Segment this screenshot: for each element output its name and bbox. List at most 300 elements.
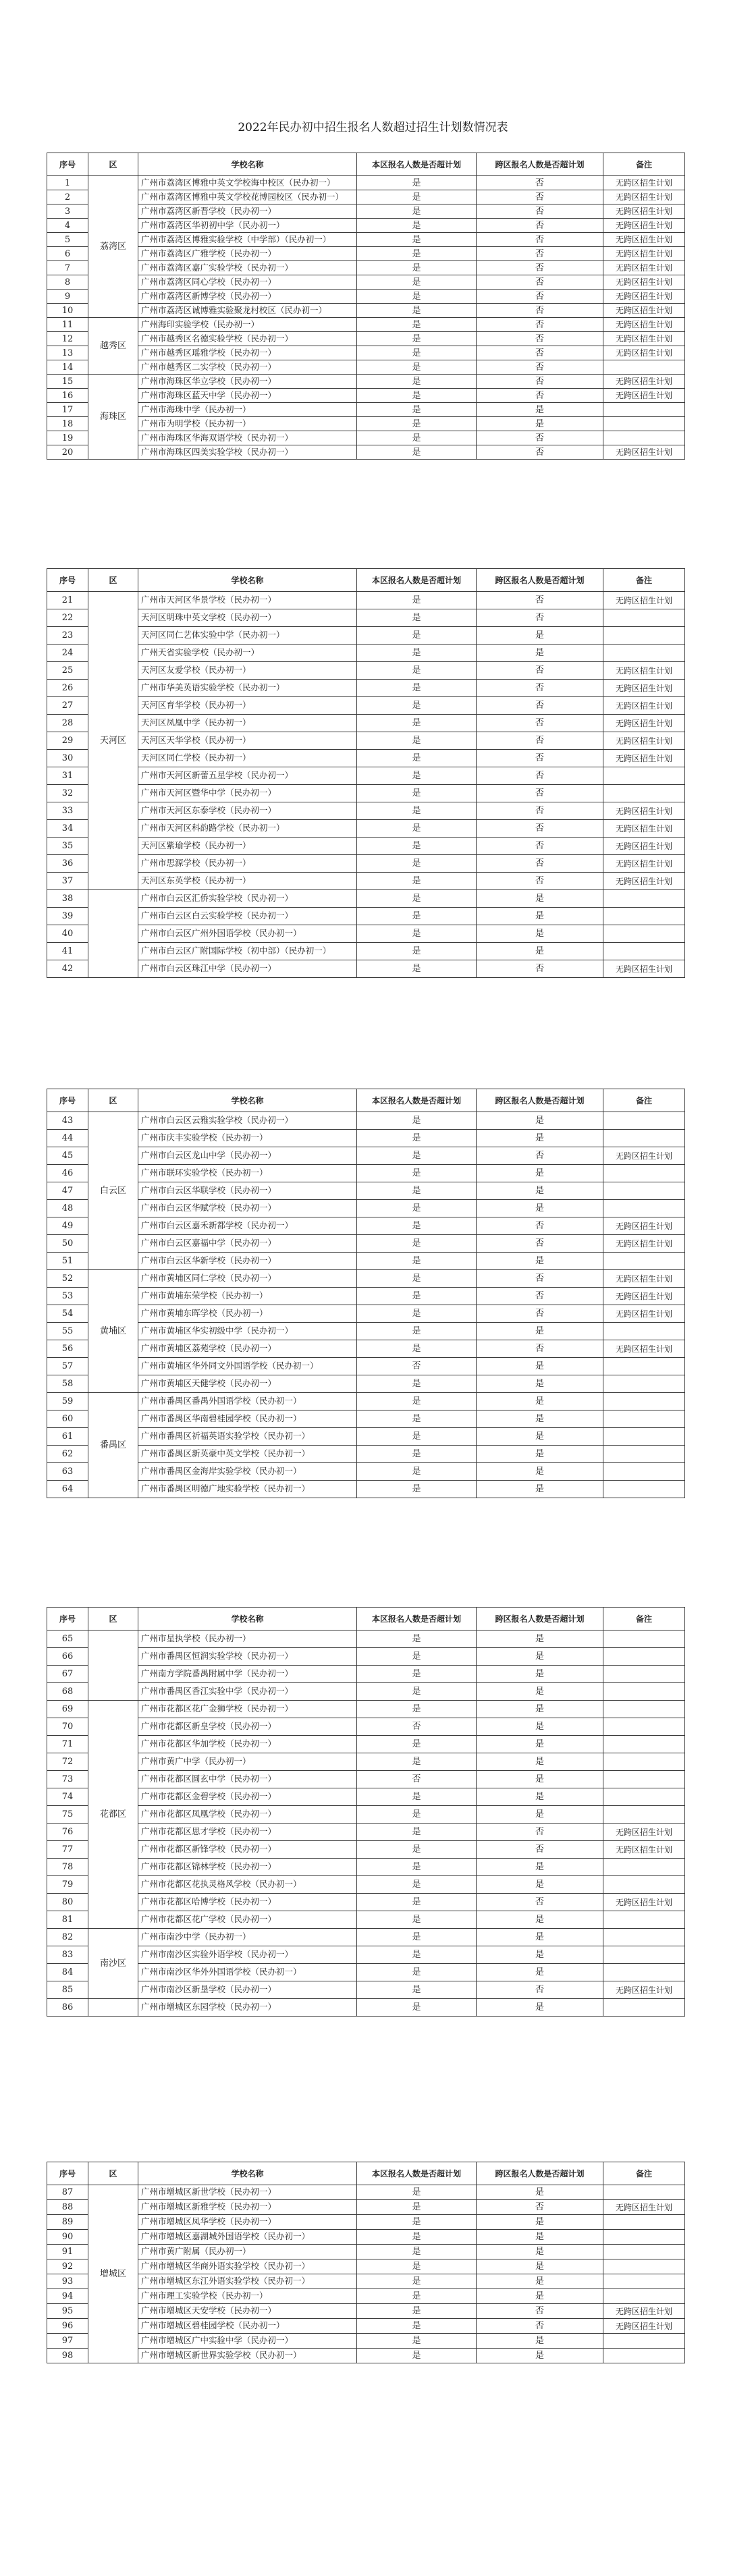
row-number: 53	[47, 1288, 88, 1305]
note	[603, 1323, 685, 1340]
cross-over-plan: 是	[477, 1929, 603, 1946]
cross-over-plan: 否	[477, 1305, 603, 1323]
row-number: 76	[47, 1824, 88, 1841]
school-name: 广州市番禺区祈福英语实验学校（民办初一）	[138, 1428, 357, 1446]
school-name: 广州市越秀区瑶雅学校（民办初一）	[138, 346, 357, 360]
note: 无跨区招生计划	[603, 662, 685, 680]
cross-over-plan: 是	[477, 1463, 603, 1481]
row-number: 52	[47, 1270, 88, 1288]
cross-over-plan: 是	[477, 1718, 603, 1736]
row-number: 80	[47, 1894, 88, 1911]
row-number: 77	[47, 1841, 88, 1859]
local-over-plan: 是	[357, 346, 477, 360]
note: 无跨区招生计划	[603, 1981, 685, 1999]
cross-over-plan: 是	[477, 2349, 603, 2363]
local-over-plan: 是	[357, 1130, 477, 1147]
header-local: 本区报名人数是否超计划	[357, 569, 477, 592]
note: 无跨区招生计划	[603, 732, 685, 750]
cross-over-plan: 否	[477, 732, 603, 750]
cross-over-plan: 是	[477, 1253, 603, 1270]
cross-over-plan: 是	[477, 890, 603, 908]
table-row	[47, 2200, 685, 2215]
row-number: 65	[47, 1630, 88, 1648]
note	[603, 2230, 685, 2245]
cross-over-plan: 是	[477, 2289, 603, 2304]
table-row	[47, 2304, 685, 2319]
header-row	[47, 153, 685, 176]
table-row	[47, 445, 685, 460]
cross-over-plan: 否	[477, 1894, 603, 1911]
table-row	[47, 431, 685, 445]
note: 无跨区招生计划	[603, 1894, 685, 1911]
local-over-plan: 是	[357, 2334, 477, 2349]
local-over-plan: 是	[357, 417, 477, 431]
table-row	[47, 609, 685, 627]
local-over-plan: 是	[357, 403, 477, 417]
table-header	[47, 2162, 685, 2185]
table-row	[47, 2185, 685, 2200]
table-row	[47, 375, 685, 389]
district-cell: 天河区	[88, 592, 138, 890]
district-cell: 番禺区	[88, 1393, 138, 1498]
cross-over-plan: 否	[477, 2304, 603, 2319]
school-name: 广州市白云区珠江中学（民办初一）	[138, 960, 357, 978]
note: 无跨区招生计划	[603, 1305, 685, 1323]
table-row	[47, 732, 685, 750]
local-over-plan: 否	[357, 1718, 477, 1736]
district-cell: 黄埔区	[88, 1270, 138, 1393]
row-number: 46	[47, 1165, 88, 1182]
school-name: 广州市白云区白云实验学校（民办初一）	[138, 908, 357, 925]
local-over-plan: 是	[357, 925, 477, 943]
school-name: 广州市黄埔东荣学校（民办初一）	[138, 1288, 357, 1305]
local-over-plan: 是	[357, 662, 477, 680]
cross-over-plan: 否	[477, 820, 603, 838]
row-number: 54	[47, 1305, 88, 1323]
local-over-plan: 是	[357, 275, 477, 290]
table-row	[47, 2349, 685, 2363]
table-header	[47, 153, 685, 176]
cross-over-plan: 否	[477, 697, 603, 715]
table-row	[47, 318, 685, 332]
local-over-plan: 是	[357, 233, 477, 247]
cross-over-plan: 否	[477, 1981, 603, 1999]
row-number: 60	[47, 1410, 88, 1428]
local-over-plan: 是	[357, 1981, 477, 1999]
school-name: 广州市番禺区明德广地实验学校（民办初一）	[138, 1481, 357, 1498]
note: 无跨区招生计划	[603, 820, 685, 838]
header-note: 备注	[603, 2162, 685, 2185]
table-row	[47, 1753, 685, 1771]
header-note: 备注	[603, 153, 685, 176]
row-number: 93	[47, 2274, 88, 2289]
header-local: 本区报名人数是否超计划	[357, 2162, 477, 2185]
table-row	[47, 1630, 685, 1648]
header-district: 区	[88, 153, 138, 176]
cross-over-plan: 是	[477, 1683, 603, 1701]
local-over-plan: 是	[357, 1428, 477, 1446]
row-number: 20	[47, 445, 88, 460]
header-cross: 跨区报名人数是否超计划	[477, 569, 603, 592]
note	[603, 1112, 685, 1130]
note: 无跨区招生计划	[603, 233, 685, 247]
cross-over-plan: 否	[477, 190, 603, 204]
note	[603, 1771, 685, 1788]
school-name: 广州市花都区花广金狮学校（民办初一）	[138, 1701, 357, 1718]
note	[603, 609, 685, 627]
header-cross: 跨区报名人数是否超计划	[477, 1608, 603, 1630]
row-number: 38	[47, 890, 88, 908]
local-over-plan: 是	[357, 290, 477, 304]
row-number: 98	[47, 2349, 88, 2363]
row-number: 39	[47, 908, 88, 925]
local-over-plan: 是	[357, 838, 477, 855]
local-over-plan: 是	[357, 1270, 477, 1288]
row-number: 24	[47, 645, 88, 662]
local-over-plan: 是	[357, 820, 477, 838]
table-row	[47, 697, 685, 715]
table-row	[47, 1911, 685, 1929]
header-school: 学校名称	[138, 153, 357, 176]
local-over-plan: 是	[357, 2230, 477, 2245]
local-over-plan: 是	[357, 176, 477, 190]
table-row	[47, 802, 685, 820]
note	[603, 1946, 685, 1964]
table-row	[47, 680, 685, 697]
local-over-plan: 是	[357, 389, 477, 403]
note: 无跨区招生计划	[603, 204, 685, 219]
note: 无跨区招生计划	[603, 838, 685, 855]
header-local: 本区报名人数是否超计划	[357, 153, 477, 176]
local-over-plan: 是	[357, 2245, 477, 2259]
school-name: 广州市黄广中学（民办初一）	[138, 1753, 357, 1771]
note: 无跨区招生计划	[603, 176, 685, 190]
cross-over-plan: 否	[477, 767, 603, 785]
local-over-plan: 是	[357, 960, 477, 978]
school-name: 广州市增城区东园学校（民办初一）	[138, 1999, 357, 2017]
cross-over-plan: 否	[477, 802, 603, 820]
school-name: 广州市增城区新雅学校（民办初一）	[138, 2200, 357, 2215]
cross-over-plan: 是	[477, 403, 603, 417]
row-number: 85	[47, 1981, 88, 1999]
school-name: 广州市增城区东江外语实验学校（民办初一）	[138, 2274, 357, 2289]
school-name: 天河区明珠中英文学校（民办初一）	[138, 609, 357, 627]
cross-over-plan: 是	[477, 1736, 603, 1753]
local-over-plan: 是	[357, 802, 477, 820]
row-number: 88	[47, 2200, 88, 2215]
cross-over-plan: 是	[477, 1358, 603, 1375]
note: 无跨区招生计划	[603, 1217, 685, 1235]
table-row	[47, 1859, 685, 1876]
row-number: 31	[47, 767, 88, 785]
row-number: 2	[47, 190, 88, 204]
local-over-plan: 是	[357, 1235, 477, 1253]
cross-over-plan: 是	[477, 1630, 603, 1648]
school-name: 广州市海珠中学（民办初一）	[138, 403, 357, 417]
local-over-plan: 是	[357, 190, 477, 204]
row-number: 7	[47, 261, 88, 275]
table-row	[47, 1217, 685, 1235]
table-header	[47, 1608, 685, 1630]
cross-over-plan: 否	[477, 1235, 603, 1253]
table-header	[47, 1089, 685, 1112]
local-over-plan: 是	[357, 1410, 477, 1428]
cross-over-plan: 是	[477, 1182, 603, 1200]
table-row	[47, 247, 685, 261]
local-over-plan: 是	[357, 375, 477, 389]
cross-over-plan: 是	[477, 1701, 603, 1718]
district-cell: 花都区	[88, 1701, 138, 1929]
table-row	[47, 925, 685, 943]
table-row	[47, 1701, 685, 1718]
table-row	[47, 908, 685, 925]
table-row	[47, 1718, 685, 1736]
note: 无跨区招生计划	[603, 680, 685, 697]
table-row	[47, 1981, 685, 1999]
school-name: 广州市花都区锦林学校（民办初一）	[138, 1859, 357, 1876]
row-number: 47	[47, 1182, 88, 1200]
local-over-plan: 是	[357, 1964, 477, 1981]
local-over-plan: 是	[357, 1305, 477, 1323]
school-name: 广州市白云区嘉福中学（民办初一）	[138, 1235, 357, 1253]
note: 无跨区招生计划	[603, 855, 685, 873]
cross-over-plan: 是	[477, 627, 603, 645]
local-over-plan: 是	[357, 750, 477, 767]
table-row	[47, 855, 685, 873]
table-row	[47, 785, 685, 802]
school-name: 广州市增城区华商外语实验学校（民办初一）	[138, 2259, 357, 2274]
cross-over-plan: 否	[477, 1147, 603, 1165]
row-number: 50	[47, 1235, 88, 1253]
header-row	[47, 1089, 685, 1112]
note: 无跨区招生计划	[603, 247, 685, 261]
row-number: 21	[47, 592, 88, 609]
school-name: 广州市白云区华新学校（民办初一）	[138, 1253, 357, 1270]
row-number: 15	[47, 375, 88, 389]
local-over-plan: 是	[357, 609, 477, 627]
row-number: 66	[47, 1648, 88, 1666]
note	[603, 2274, 685, 2289]
table-row	[47, 219, 685, 233]
cross-over-plan: 是	[477, 1666, 603, 1683]
note	[603, 1701, 685, 1718]
row-number: 1	[47, 176, 88, 190]
note: 无跨区招生计划	[603, 1841, 685, 1859]
local-over-plan: 是	[357, 1200, 477, 1217]
cross-over-plan: 是	[477, 2334, 603, 2349]
header-note: 备注	[603, 569, 685, 592]
table-row	[47, 2289, 685, 2304]
row-number: 9	[47, 290, 88, 304]
row-number: 97	[47, 2334, 88, 2349]
table-row	[47, 304, 685, 318]
school-name: 广州南方学院番禺附属中学（民办初一）	[138, 1666, 357, 1683]
row-number: 82	[47, 1929, 88, 1946]
school-name: 广州市荔湾区嘉广实验学校（民办初一）	[138, 261, 357, 275]
cross-over-plan: 是	[477, 908, 603, 925]
table-row	[47, 750, 685, 767]
table-row	[47, 1270, 685, 1288]
row-number: 51	[47, 1253, 88, 1270]
school-name: 广州市为明学校（民办初一）	[138, 417, 357, 431]
school-name: 广州市白云区龙山中学（民办初一）	[138, 1147, 357, 1165]
local-over-plan: 是	[357, 732, 477, 750]
row-number: 32	[47, 785, 88, 802]
row-number: 36	[47, 855, 88, 873]
cross-over-plan: 是	[477, 1946, 603, 1964]
school-name: 天河区同仁艺体实验中学（民办初一）	[138, 627, 357, 645]
cross-over-plan: 是	[477, 1876, 603, 1894]
school-name: 广州市花都区凤凰学校（民办初一）	[138, 1806, 357, 1824]
cross-over-plan: 否	[477, 219, 603, 233]
cross-over-plan: 否	[477, 332, 603, 346]
row-number: 34	[47, 820, 88, 838]
local-over-plan: 是	[357, 1288, 477, 1305]
cross-over-plan: 否	[477, 1824, 603, 1841]
cross-over-plan: 是	[477, 1806, 603, 1824]
cross-over-plan: 是	[477, 1481, 603, 1498]
cross-over-plan: 否	[477, 389, 603, 403]
local-over-plan: 是	[357, 627, 477, 645]
admission-table-page-2	[47, 568, 685, 978]
school-name: 广州市黄埔区天健学校（民办初一）	[138, 1375, 357, 1393]
note: 无跨区招生计划	[603, 1270, 685, 1288]
local-over-plan: 是	[357, 890, 477, 908]
note: 无跨区招生计划	[603, 304, 685, 318]
table-row	[47, 1305, 685, 1323]
school-name: 天河区紫瑜学校（民办初一）	[138, 838, 357, 855]
school-name: 广州市荔湾区博雅中英文学校花博园校区（民办初一）	[138, 190, 357, 204]
row-number: 96	[47, 2319, 88, 2334]
note: 无跨区招生计划	[603, 332, 685, 346]
note	[603, 1481, 685, 1498]
school-name: 广州市白云区华联学校（民办初一）	[138, 1182, 357, 1200]
note: 无跨区招生计划	[603, 375, 685, 389]
district-cell: 南沙区	[88, 1929, 138, 1999]
cross-over-plan: 否	[477, 838, 603, 855]
table-row	[47, 662, 685, 680]
school-name: 广州市白云区云雅实验学校（民办初一）	[138, 1112, 357, 1130]
row-number: 81	[47, 1911, 88, 1929]
local-over-plan: 是	[357, 332, 477, 346]
note	[603, 1253, 685, 1270]
row-number: 94	[47, 2289, 88, 2304]
local-over-plan: 是	[357, 1824, 477, 1841]
admission-table-page-3	[47, 1089, 685, 1498]
local-over-plan: 是	[357, 873, 477, 890]
table-row	[47, 1771, 685, 1788]
table-row	[47, 1288, 685, 1305]
note	[603, 2185, 685, 2200]
school-name: 广州市白云区汇侨实验学校（民办初一）	[138, 890, 357, 908]
note	[603, 1753, 685, 1771]
cross-over-plan: 是	[477, 2230, 603, 2245]
school-name: 广州市荔湾区广雅学校（民办初一）	[138, 247, 357, 261]
note	[603, 360, 685, 375]
table-row	[47, 1147, 685, 1165]
cross-over-plan: 是	[477, 1964, 603, 1981]
cross-over-plan: 否	[477, 1288, 603, 1305]
table-body	[47, 1112, 685, 1498]
note	[603, 943, 685, 960]
local-over-plan: 是	[357, 680, 477, 697]
school-name: 广州市花都区新锋学校（民办初一）	[138, 1841, 357, 1859]
table-row	[47, 1340, 685, 1358]
table-row	[47, 645, 685, 662]
row-number: 67	[47, 1666, 88, 1683]
table-row	[47, 233, 685, 247]
local-over-plan: 是	[357, 592, 477, 609]
cross-over-plan: 是	[477, 2185, 603, 2200]
note: 无跨区招生计划	[603, 261, 685, 275]
cross-over-plan: 否	[477, 375, 603, 389]
note	[603, 890, 685, 908]
row-number: 10	[47, 304, 88, 318]
local-over-plan: 是	[357, 1753, 477, 1771]
note	[603, 1630, 685, 1648]
local-over-plan: 是	[357, 247, 477, 261]
header-school: 学校名称	[138, 2162, 357, 2185]
note	[603, 2289, 685, 2304]
school-name: 天河区东英学校（民办初一）	[138, 873, 357, 890]
table-row	[47, 1235, 685, 1253]
cross-over-plan: 是	[477, 1999, 603, 2017]
school-name: 天河区凤凰中学（民办初一）	[138, 715, 357, 732]
local-over-plan: 是	[357, 1375, 477, 1393]
row-number: 63	[47, 1463, 88, 1481]
cross-over-plan: 是	[477, 1200, 603, 1217]
header-cross: 跨区报名人数是否超计划	[477, 1089, 603, 1112]
note	[603, 1410, 685, 1428]
row-number: 30	[47, 750, 88, 767]
table-row	[47, 1824, 685, 1841]
row-number: 19	[47, 431, 88, 445]
school-name: 广州市海珠区四美实验学校（民办初一）	[138, 445, 357, 460]
district-cell: 越秀区	[88, 318, 138, 375]
district-cell: 荔湾区	[88, 176, 138, 318]
note: 无跨区招生计划	[603, 1147, 685, 1165]
school-name: 广州市南沙区华外外国语学校（民办初一）	[138, 1964, 357, 1981]
school-name: 广州市荔湾区同心学校（民办初一）	[138, 275, 357, 290]
local-over-plan: 是	[357, 1859, 477, 1876]
row-number: 42	[47, 960, 88, 978]
row-number: 86	[47, 1999, 88, 2017]
local-over-plan: 是	[357, 1165, 477, 1182]
school-name: 广州市天河区暨华中学（民办初一）	[138, 785, 357, 802]
row-number: 92	[47, 2259, 88, 2274]
row-number: 33	[47, 802, 88, 820]
note	[603, 1788, 685, 1806]
school-name: 广州市思源学校（民办初一）	[138, 855, 357, 873]
school-name: 广州市花都区花执灵格风学校（民办初一）	[138, 1876, 357, 1894]
note: 无跨区招生计划	[603, 1824, 685, 1841]
header-note: 备注	[603, 1608, 685, 1630]
school-name: 广州市越秀区二实学校（民办初一）	[138, 360, 357, 375]
row-number: 29	[47, 732, 88, 750]
cross-over-plan: 否	[477, 346, 603, 360]
cross-over-plan: 是	[477, 1428, 603, 1446]
note: 无跨区招生计划	[603, 1288, 685, 1305]
table-row	[47, 1165, 685, 1182]
school-name: 广州市增城区新世界实验学校（民办初一）	[138, 2349, 357, 2363]
note: 无跨区招生计划	[603, 873, 685, 890]
table-row	[47, 838, 685, 855]
school-name: 广州市增城区广中实验中学（民办初一）	[138, 2334, 357, 2349]
local-over-plan: 是	[357, 1911, 477, 1929]
table-row	[47, 627, 685, 645]
table-row	[47, 1964, 685, 1981]
note	[603, 1446, 685, 1463]
